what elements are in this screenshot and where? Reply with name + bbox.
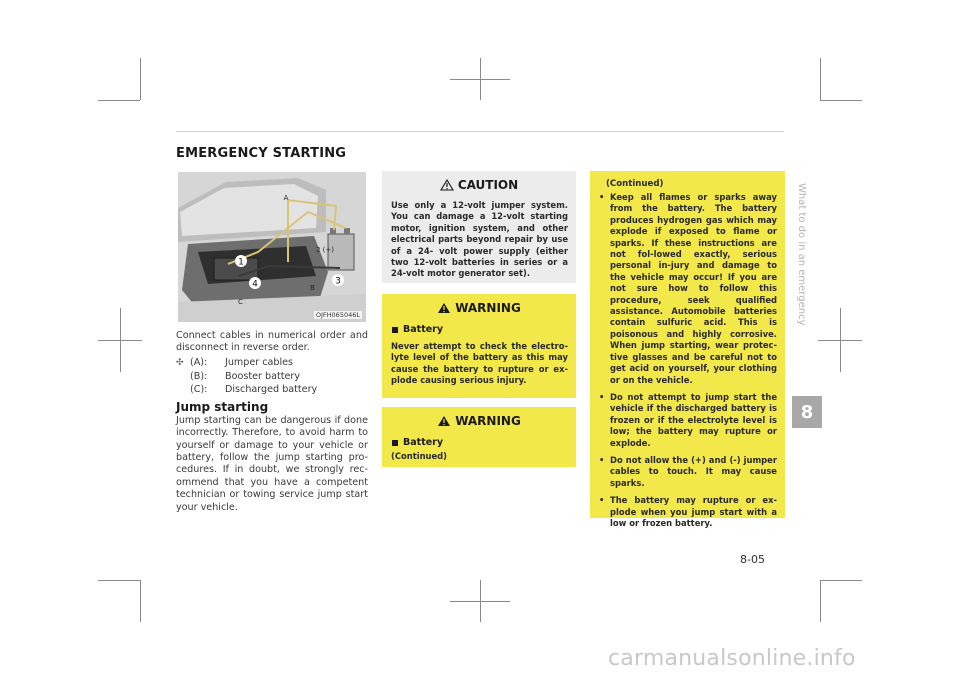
crop-mark bbox=[818, 340, 862, 341]
jump-start-illustration bbox=[178, 172, 366, 322]
crop-mark bbox=[820, 580, 821, 622]
note-icon: ✣ bbox=[176, 358, 184, 369]
caution-text: Use only a 12-volt jumper system. You can damage a 12-volt starting motor, ignition system, and other electrical parts beyond repair by use of a 24- volt power supply (either two 12-volt batteries in series or a 24-volt motor generator set). bbox=[391, 200, 568, 279]
warning-box-continued-bullets bbox=[590, 171, 785, 528]
chapter-side-label: What to do in an emergency bbox=[796, 183, 807, 326]
figure-code: OJFH065046L bbox=[315, 311, 360, 319]
label-b: B bbox=[310, 284, 315, 292]
legend-row: (C): Discharged battery bbox=[190, 384, 318, 396]
warning-triangle-icon bbox=[437, 415, 451, 427]
chapter-number: 8 bbox=[792, 396, 822, 428]
continued-label: (Continued) bbox=[391, 451, 447, 461]
label-c: C bbox=[238, 298, 243, 306]
crop-mark bbox=[140, 580, 141, 622]
square-bullet-icon bbox=[392, 327, 398, 333]
caution-header: CAUTION bbox=[382, 178, 576, 192]
warning-subtitle: Battery bbox=[392, 324, 576, 335]
legend-row: ✣ (A): Jumper cables bbox=[176, 357, 294, 369]
header-rule bbox=[176, 131, 784, 132]
crop-mark bbox=[450, 601, 510, 602]
crop-mark bbox=[98, 340, 142, 341]
crop-mark bbox=[98, 580, 140, 581]
crop-mark bbox=[820, 58, 821, 100]
list-item: • The battery may rupture or ex-plode when you jump start with a low or frozen battery. bbox=[599, 495, 777, 528]
continued-label: (Continued) bbox=[606, 179, 664, 189]
intro-text: Connect cables in numerical order and disconnect in reverse order. bbox=[176, 330, 368, 354]
crop-mark bbox=[140, 58, 141, 100]
car-trunk-drawing bbox=[178, 172, 366, 322]
legend-row: (B): Booster battery bbox=[190, 370, 300, 382]
list-item: • Do not attempt to jump start the vehicle if the discharged battery is frozen or if the electrolyte level is low; the battery may rupture or explode. bbox=[599, 391, 777, 448]
list-item: • Do not allow the (+) and (-) jumper cables to touch. It may cause sparks. bbox=[599, 454, 777, 488]
jump-starting-title: Jump starting bbox=[176, 400, 269, 415]
warning-bullet-list bbox=[598, 192, 777, 529]
square-bullet-icon bbox=[392, 440, 398, 446]
callout-1: 1 bbox=[238, 257, 244, 268]
warning-header: WARNING bbox=[382, 301, 576, 315]
warning-triangle-icon bbox=[437, 302, 451, 314]
intro-column bbox=[176, 330, 368, 514]
callout-2: 2 (+) bbox=[316, 246, 335, 254]
warning-box-continued bbox=[382, 407, 576, 467]
crop-mark bbox=[820, 580, 862, 581]
warning-subtitle: Battery bbox=[392, 437, 576, 448]
caution-box bbox=[382, 171, 576, 283]
jump-starting-text: Jump starting can be dangerous if done incorrectly. Therefore, to avoid harm to yourself or damage to your vehicle or battery, follow the jump starting pro-cedures. If in doubt, we strongly rec-ommend that you have a competent technician or towing service jump start your vehicle. bbox=[176, 414, 368, 513]
callout-4: 4 bbox=[252, 279, 258, 290]
callout-3: 3 bbox=[335, 276, 341, 287]
warning-header: WARNING bbox=[382, 414, 576, 428]
list-item: • Keep all flames or sparks away from the battery. The battery produces hydrogen gas which may explode if exposed to flame or sparks. If these instructions are not fol-lowed exactly, serious personal in-jury and damage to the vehicle may occur! If you are not sure how to follow this procedure, seek qualified assistance. Automobile batteries contain sulfuric acid. This is poisonous and highly corrosive. When jump starting, wear protec-tive glasses and be careful not to get acid on yourself, your clothing or on the vehicle. bbox=[599, 192, 777, 385]
warning-box bbox=[382, 294, 576, 398]
page-number: 8-05 bbox=[740, 553, 765, 566]
crop-mark bbox=[98, 100, 140, 101]
label-a: A bbox=[283, 194, 289, 202]
section-title: EMERGENCY STARTING bbox=[176, 146, 347, 161]
crop-mark bbox=[820, 100, 862, 101]
watermark: carmanualsonline.info bbox=[608, 646, 856, 671]
legend bbox=[176, 357, 368, 398]
warning-text: Never attempt to check the electro-lyte level of the battery as this may cause the battery to rupture or ex-plode causing serious injury. bbox=[391, 341, 568, 386]
caution-triangle-icon bbox=[440, 179, 454, 191]
crop-mark bbox=[450, 79, 510, 80]
